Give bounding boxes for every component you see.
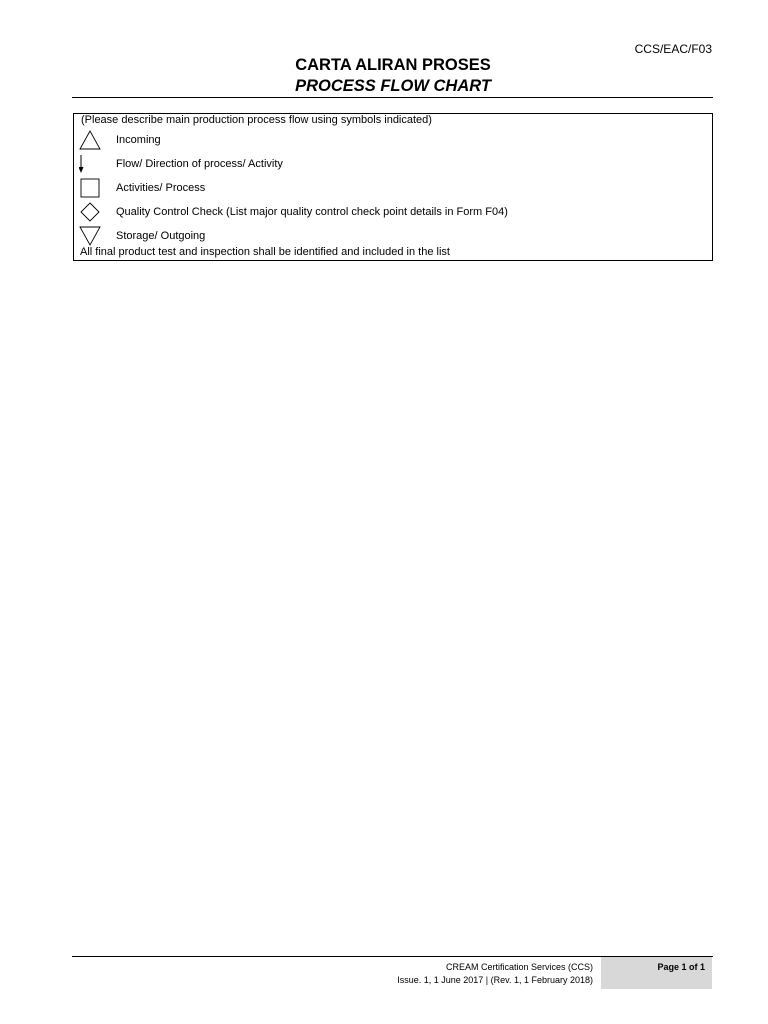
- legend-label: Quality Control Check (List major quality control check point details in Form F04): [116, 206, 508, 218]
- arrow-down-icon: [79, 153, 101, 175]
- legend-item-storage: [74, 224, 712, 248]
- legend-label: Storage/ Outgoing: [116, 230, 206, 242]
- page-number: Page 1 of 1: [657, 962, 705, 972]
- square-icon: [79, 177, 101, 199]
- legend-footer-note: All final product test and inspection shall be identified and included in the list: [80, 246, 450, 258]
- diamond-icon: [79, 201, 101, 223]
- legend-item-qc-check: [74, 200, 712, 224]
- page-title: CARTA ALIRAN PROSES: [295, 56, 491, 74]
- page-subtitle: PROCESS FLOW CHART: [295, 77, 491, 95]
- legend-item-flow: [74, 152, 712, 176]
- legend-item-activity: [74, 176, 712, 200]
- legend-intro: (Please describe main production process flow using symbols indicated): [81, 114, 432, 126]
- header-divider: [72, 97, 713, 98]
- footer-company: CREAM Certification Services (CCS): [445, 962, 593, 972]
- legend-label: Activities/ Process: [116, 182, 206, 194]
- legend-label: Flow/ Direction of process/ Activity: [116, 158, 283, 170]
- page-number-box: [601, 957, 712, 989]
- triangle-up-icon: [79, 129, 101, 151]
- symbol-legend: [73, 113, 713, 261]
- legend-label: Incoming: [116, 134, 161, 146]
- legend-item-incoming: [74, 128, 712, 152]
- footer-issue: Issue. 1, 1 June 2017 | (Rev. 1, 1 February 2018): [397, 975, 593, 985]
- document-code: CCS/EAC/F03: [634, 42, 712, 56]
- triangle-down-icon: [79, 225, 101, 247]
